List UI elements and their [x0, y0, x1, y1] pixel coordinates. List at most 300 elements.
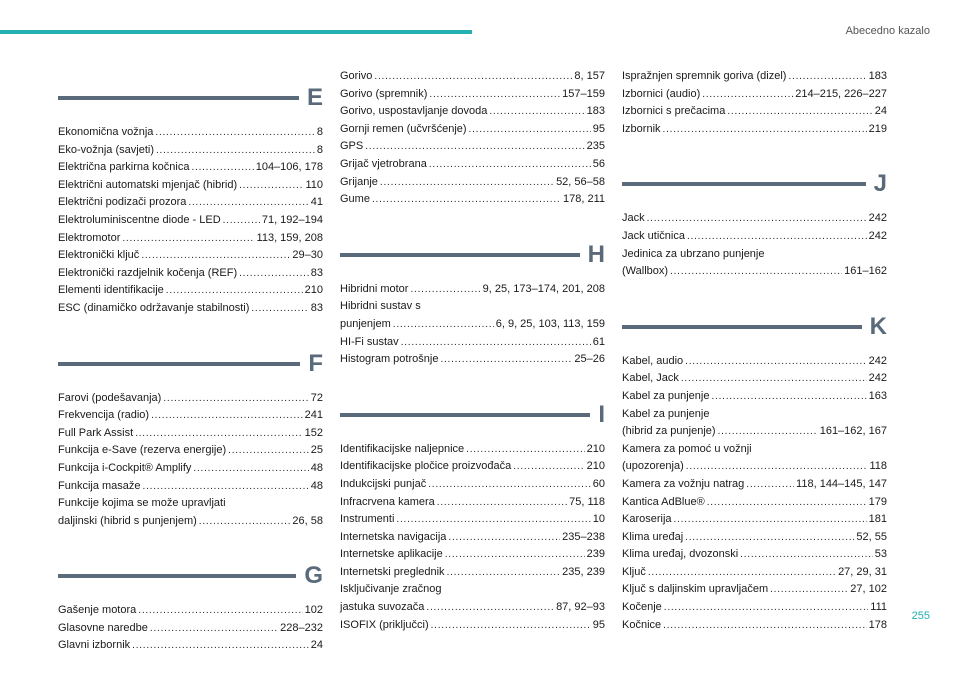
entry-title: Gume [340, 193, 370, 206]
index-entry [622, 86, 887, 104]
entry-title: Internetski preglednik [340, 565, 445, 578]
index-entry [58, 425, 323, 443]
index-section [622, 68, 887, 138]
leader-dots [141, 247, 290, 265]
entry-pages: 9, 25, 173–174, 201, 208 [482, 282, 605, 295]
leader-dots [469, 121, 591, 139]
entry-title: Električni podizači prozora [58, 196, 187, 209]
entry-pages: 52, 55 [856, 530, 887, 543]
leader-dots [664, 599, 869, 617]
entry-row [340, 511, 605, 529]
entry-title: Ključ s daljinskim upravljačem [622, 583, 769, 596]
entry-pages: 110 [305, 178, 323, 191]
entry-pages: 25–26 [574, 353, 605, 366]
index-entry [58, 300, 323, 318]
index-entry [58, 177, 323, 195]
leader-dots [143, 478, 309, 496]
entry-pages: 183 [586, 105, 605, 118]
leader-dots [150, 620, 278, 638]
index-column-1 [58, 78, 323, 681]
entry-pages: 102 [304, 604, 323, 617]
entry-title: Gornji remen (učvršćenje) [340, 122, 467, 135]
leader-dots [396, 511, 590, 529]
entry-row [340, 546, 605, 564]
entry-pages: 87, 92–93 [556, 601, 605, 614]
entry-pages: 178, 211 [562, 193, 605, 206]
entry-pages: 61 [592, 335, 605, 348]
entry-title: Izbornik [622, 122, 661, 135]
index-entry [58, 230, 323, 248]
entry-pages: 183 [868, 70, 887, 82]
leader-dots [687, 228, 867, 246]
entry-title: Eko-vožnja (savjeti) [58, 143, 154, 156]
index-entry [340, 458, 605, 476]
index-entry [622, 388, 887, 406]
index-entry [622, 370, 887, 388]
section-rule [622, 325, 862, 329]
entry-row [622, 370, 887, 388]
entry-pages: 118 [869, 460, 887, 473]
entry-title: Električna parkirna kočnica [58, 161, 190, 174]
entry-title: Internetske aplikacije [340, 548, 443, 561]
section-letter: G [304, 562, 323, 590]
index-entry [622, 564, 887, 582]
entry-title: Ispražnjen spremnik goriva (dizel) [622, 70, 787, 82]
index-entry [622, 68, 887, 86]
entry-row [340, 494, 605, 512]
index-entry [340, 546, 605, 564]
entry-title-line: Kabel za punjenje [622, 407, 710, 420]
entry-pages: 71, 192–194 [261, 213, 323, 226]
entry-pages: 25 [310, 444, 323, 457]
entry-row [58, 620, 323, 638]
entry-title: Kabel, Jack [622, 372, 679, 385]
index-section [58, 556, 323, 655]
entry-title: Ekonomična vožnja [58, 126, 154, 138]
leader-dots [429, 156, 591, 174]
entry-pages: 210 [586, 460, 605, 473]
leader-dots [401, 334, 591, 352]
leader-dots [466, 441, 585, 459]
index-entry [340, 156, 605, 174]
index-entry [58, 602, 323, 620]
entry-pages: 8, 157 [574, 70, 605, 82]
leader-dots [746, 476, 794, 494]
leader-dots [155, 124, 314, 142]
entry-pages: 95 [592, 618, 605, 631]
entry-pages: 104–106, 178 [255, 161, 323, 174]
entry-title: Elektronički razdjelnik kočenja (REF) [58, 266, 238, 279]
entry-title: Indukcijski punjač [340, 477, 427, 490]
entry-title: Hibridni motor [340, 282, 409, 295]
entry-title: Glasovne naredbe [58, 621, 148, 634]
entry-title: Grijač vjetrobrana [340, 157, 427, 170]
section-letter: H [587, 240, 605, 268]
entry-row [340, 334, 605, 352]
leader-dots [447, 564, 561, 582]
entry-row [622, 353, 887, 371]
entry-row [622, 529, 887, 547]
leader-dots [365, 138, 584, 156]
entry-title: Klima uređaj, dvozonski [622, 548, 739, 561]
entry-row [340, 191, 605, 209]
section-rule [58, 96, 299, 100]
leader-dots [685, 353, 866, 371]
leader-dots [223, 212, 260, 230]
entry-title: Full Park Assist [58, 426, 134, 439]
entry-row [622, 103, 887, 121]
index-entry [340, 494, 605, 512]
section-rule [622, 182, 866, 186]
index-column-2 [340, 68, 605, 660]
entry-row [58, 460, 323, 478]
entry-pages: 29–30 [292, 249, 323, 262]
section-rule [340, 253, 580, 257]
index-entry [340, 68, 605, 86]
entry-title: HI-Fi sustav [340, 335, 399, 348]
entry-pages: 152 [304, 426, 323, 439]
leader-dots [674, 511, 867, 529]
entry-row [622, 388, 887, 406]
entry-row [58, 247, 323, 265]
leader-dots [428, 476, 591, 494]
entry-title: Gorivo [340, 70, 373, 82]
entry-row [622, 86, 887, 104]
entry-pages: 95 [592, 122, 605, 135]
entry-row [58, 442, 323, 460]
entry-pages: 239 [586, 548, 605, 561]
entry-pages: 75, 118 [569, 495, 605, 508]
index-entry [58, 124, 323, 142]
entry-pages: 235, 239 [562, 565, 605, 578]
entry-title-line: Jedinica za ubrzano punjenje [622, 247, 765, 260]
index-entry [622, 494, 887, 512]
leader-dots [193, 460, 308, 478]
leader-dots [686, 458, 868, 476]
entry-row [622, 263, 887, 281]
index-entry [58, 460, 323, 478]
entry-title: Kabel za punjenje [622, 389, 710, 402]
leader-dots [740, 546, 873, 564]
leader-dots [429, 86, 560, 104]
section-letter: J [873, 170, 887, 198]
entry-title: Funkcija e-Save (rezerva energije) [58, 444, 227, 457]
entry-row [622, 564, 887, 582]
entry-title: Funkcija i-Cockpit® Amplify [58, 461, 192, 474]
index-entry [622, 121, 887, 139]
index-entry [340, 174, 605, 192]
index-entry [340, 564, 605, 582]
entry-title: daljinski (hibrid s punjenjem) [58, 514, 197, 527]
page-header-title: Abecedno kazalo [845, 25, 930, 37]
entry-title: Elektroluminiscentne diode - LED [58, 213, 221, 226]
entry-pages: 24 [874, 105, 887, 118]
index-entry [340, 476, 605, 494]
entry-pages: 8 [316, 126, 323, 138]
index-entry [622, 210, 887, 228]
entry-row [58, 602, 323, 620]
entry-title: Identifikacijske pločice proizvođača [340, 460, 512, 473]
section-header [340, 235, 605, 275]
leader-dots [681, 370, 867, 388]
leader-dots [647, 210, 867, 228]
entry-pages: 6, 9, 25, 103, 113, 159 [495, 317, 605, 330]
entry-pages: 161–162, 167 [819, 425, 887, 438]
section-header [340, 395, 605, 435]
entry-title: Kamera za vožnju natrag [622, 477, 745, 490]
leader-dots [135, 425, 302, 443]
index-section [340, 235, 605, 369]
leader-dots [440, 351, 572, 369]
entry-row [58, 194, 323, 212]
entry-row [340, 174, 605, 192]
index-entry [340, 86, 605, 104]
entry-row [622, 494, 887, 512]
entry-pages: 60 [592, 477, 605, 490]
leader-dots [727, 103, 872, 121]
entry-title: Kočnice [622, 618, 662, 631]
leader-dots [372, 191, 561, 209]
index-section [340, 68, 605, 209]
leader-dots [707, 494, 867, 512]
entry-row [58, 390, 323, 408]
entry-title: Kantica AdBlue® [622, 495, 705, 508]
entry-title: Električni automatski mjenjač (hibrid) [58, 178, 238, 191]
index-entry [622, 511, 887, 529]
index-entry [340, 281, 605, 299]
entry-row [340, 138, 605, 156]
section-header [622, 164, 887, 204]
entry-row [340, 564, 605, 582]
leader-dots [239, 177, 303, 195]
entry-row [622, 617, 887, 635]
leader-dots [122, 230, 254, 248]
entry-row [58, 478, 323, 496]
entry-row [340, 458, 605, 476]
leader-dots [191, 159, 253, 177]
entry-pages: 242 [868, 229, 887, 242]
leader-dots [770, 581, 848, 599]
entry-row [622, 546, 887, 564]
entry-pages: 24 [310, 639, 323, 652]
index-entry [340, 529, 605, 547]
index-entry [340, 617, 605, 635]
page-number: 255 [911, 610, 930, 622]
section-letter: K [869, 312, 887, 340]
entry-row [58, 282, 323, 300]
leader-dots [788, 68, 866, 86]
entry-title: Ključ [622, 565, 646, 578]
index-entry [340, 441, 605, 459]
entry-row [340, 529, 605, 547]
index-entry [622, 546, 887, 564]
section-letter: E [306, 84, 323, 111]
index-entry [58, 478, 323, 496]
index-section [622, 307, 887, 635]
entry-title: Histogram potrošnje [340, 353, 439, 366]
entry-pages: 228–232 [280, 621, 323, 634]
leader-dots [410, 281, 480, 299]
entry-row [58, 407, 323, 425]
entry-title: Instrumenti [340, 513, 395, 526]
index-entry [340, 191, 605, 209]
entry-pages: 72 [310, 391, 323, 404]
entry-row [58, 637, 323, 655]
index-entry [58, 620, 323, 638]
section-rule [58, 574, 296, 578]
entry-pages: 242 [868, 212, 887, 225]
entry-row [340, 156, 605, 174]
leader-dots [445, 546, 585, 564]
leader-dots [648, 564, 836, 582]
entry-pages: 27, 29, 31 [838, 565, 887, 578]
leader-dots [702, 86, 793, 104]
entry-row [340, 441, 605, 459]
entry-row [622, 458, 887, 476]
entry-title: Identifikacijske naljepnice [340, 442, 465, 455]
entry-row [340, 86, 605, 104]
leader-dots [513, 458, 584, 476]
entry-title-line: Funkcije kojima se može upravljati [58, 497, 226, 510]
leader-dots [228, 442, 309, 460]
index-entry [622, 599, 887, 617]
leader-dots [239, 265, 309, 283]
index-entry [622, 476, 887, 494]
leader-dots [166, 282, 303, 300]
entry-pages: 56 [592, 157, 605, 170]
entry-row [340, 599, 605, 617]
entry-row [622, 68, 887, 86]
leader-dots [663, 617, 867, 635]
index-entry [340, 298, 605, 333]
entry-pages: 111 [870, 601, 887, 614]
index-entry [58, 390, 323, 408]
entry-title: Internetska navigacija [340, 530, 447, 543]
entry-title-line: Isključivanje zračnog [340, 583, 442, 596]
leader-dots [426, 599, 554, 617]
entry-row [58, 230, 323, 248]
entry-pages: 157–159 [562, 87, 605, 100]
entry-title: (hibrid za punjenje) [622, 425, 716, 438]
entry-row [58, 124, 323, 142]
entry-title: (Wallbox) [622, 265, 669, 278]
section-header [58, 344, 323, 384]
entry-title: Gorivo (spremnik) [340, 87, 428, 100]
entry-row [58, 425, 323, 443]
entry-row [340, 103, 605, 121]
entry-pages: 83 [310, 301, 323, 314]
leader-dots [163, 390, 308, 408]
index-entry [622, 353, 887, 371]
entry-pages: 113, 159, 208 [256, 231, 323, 244]
index-entry [340, 103, 605, 121]
leader-dots [393, 316, 494, 334]
entry-row [340, 121, 605, 139]
leader-dots [199, 513, 291, 531]
entry-title: (upozorenja) [622, 460, 684, 473]
entry-pages: 48 [310, 461, 323, 474]
index-entry [622, 529, 887, 547]
entry-row [58, 212, 323, 230]
entry-row [58, 300, 323, 318]
index-entry [622, 581, 887, 599]
leader-dots [156, 142, 315, 160]
entry-title: Karoserija [622, 513, 672, 526]
entry-title-line: Hibridni sustav s [340, 300, 421, 313]
entry-pages: 53 [874, 548, 887, 561]
entry-pages: 235 [586, 140, 605, 153]
entry-title: Funkcija masaže [58, 479, 141, 492]
entry-title: Gorivo, uspostavljanje dovoda [340, 105, 488, 118]
entry-row [58, 177, 323, 195]
index-entry [58, 637, 323, 655]
index-entry [622, 103, 887, 121]
entry-row [622, 476, 887, 494]
entry-pages: 219 [868, 122, 887, 135]
entry-title: jastuka suvozača [340, 601, 425, 614]
entry-row [622, 121, 887, 139]
index-entry [58, 495, 323, 530]
entry-title: Jack [622, 212, 645, 225]
leader-dots [718, 423, 818, 441]
entry-pages: 26, 58 [292, 514, 323, 527]
entry-pages: 27, 102 [850, 583, 887, 596]
entry-pages: 214–215, 226–227 [795, 87, 887, 100]
index-section [340, 395, 605, 635]
index-entry [58, 212, 323, 230]
entry-row [340, 316, 605, 334]
leader-dots [380, 174, 554, 192]
index-entry [340, 581, 605, 616]
entry-pages: 163 [868, 389, 887, 402]
entry-row [622, 599, 887, 617]
index-entry [340, 121, 605, 139]
index-section [58, 344, 323, 531]
entry-pages: 52, 56–58 [556, 175, 605, 188]
index-entry [58, 247, 323, 265]
entry-title-line: Kamera za pomoć u vožnji [622, 442, 752, 455]
entry-title: GPS [340, 140, 364, 153]
index-entry [340, 511, 605, 529]
index-entry [622, 406, 887, 441]
entry-title: Grijanje [340, 175, 378, 188]
entry-title: Kabel, audio [622, 354, 684, 367]
entry-row [340, 617, 605, 635]
index-entry [58, 282, 323, 300]
leader-dots [151, 407, 303, 425]
index-entry [58, 442, 323, 460]
leader-dots [431, 617, 591, 635]
index-section [58, 78, 323, 318]
entry-title: Glavni izbornik [58, 639, 131, 652]
leader-dots [138, 602, 302, 620]
header-accent-bar [0, 30, 472, 34]
index-entry [622, 246, 887, 281]
leader-dots [437, 494, 567, 512]
entry-pages: 161–162 [844, 265, 887, 278]
entry-title: Farovi (podešavanja) [58, 391, 162, 404]
entry-pages: 235–238 [562, 530, 605, 543]
entry-title: Infracrvena kamera [340, 495, 435, 508]
entry-title: ESC (dinamičko održavanje stabilnosti) [58, 301, 250, 314]
leader-dots [188, 194, 308, 212]
entry-title: Jack utičnica [622, 229, 685, 242]
entry-pages: 83 [310, 266, 323, 279]
leader-dots [489, 103, 584, 121]
entry-title: Izbornici s prečacima [622, 105, 726, 118]
leader-dots [670, 263, 842, 281]
entry-row [622, 511, 887, 529]
